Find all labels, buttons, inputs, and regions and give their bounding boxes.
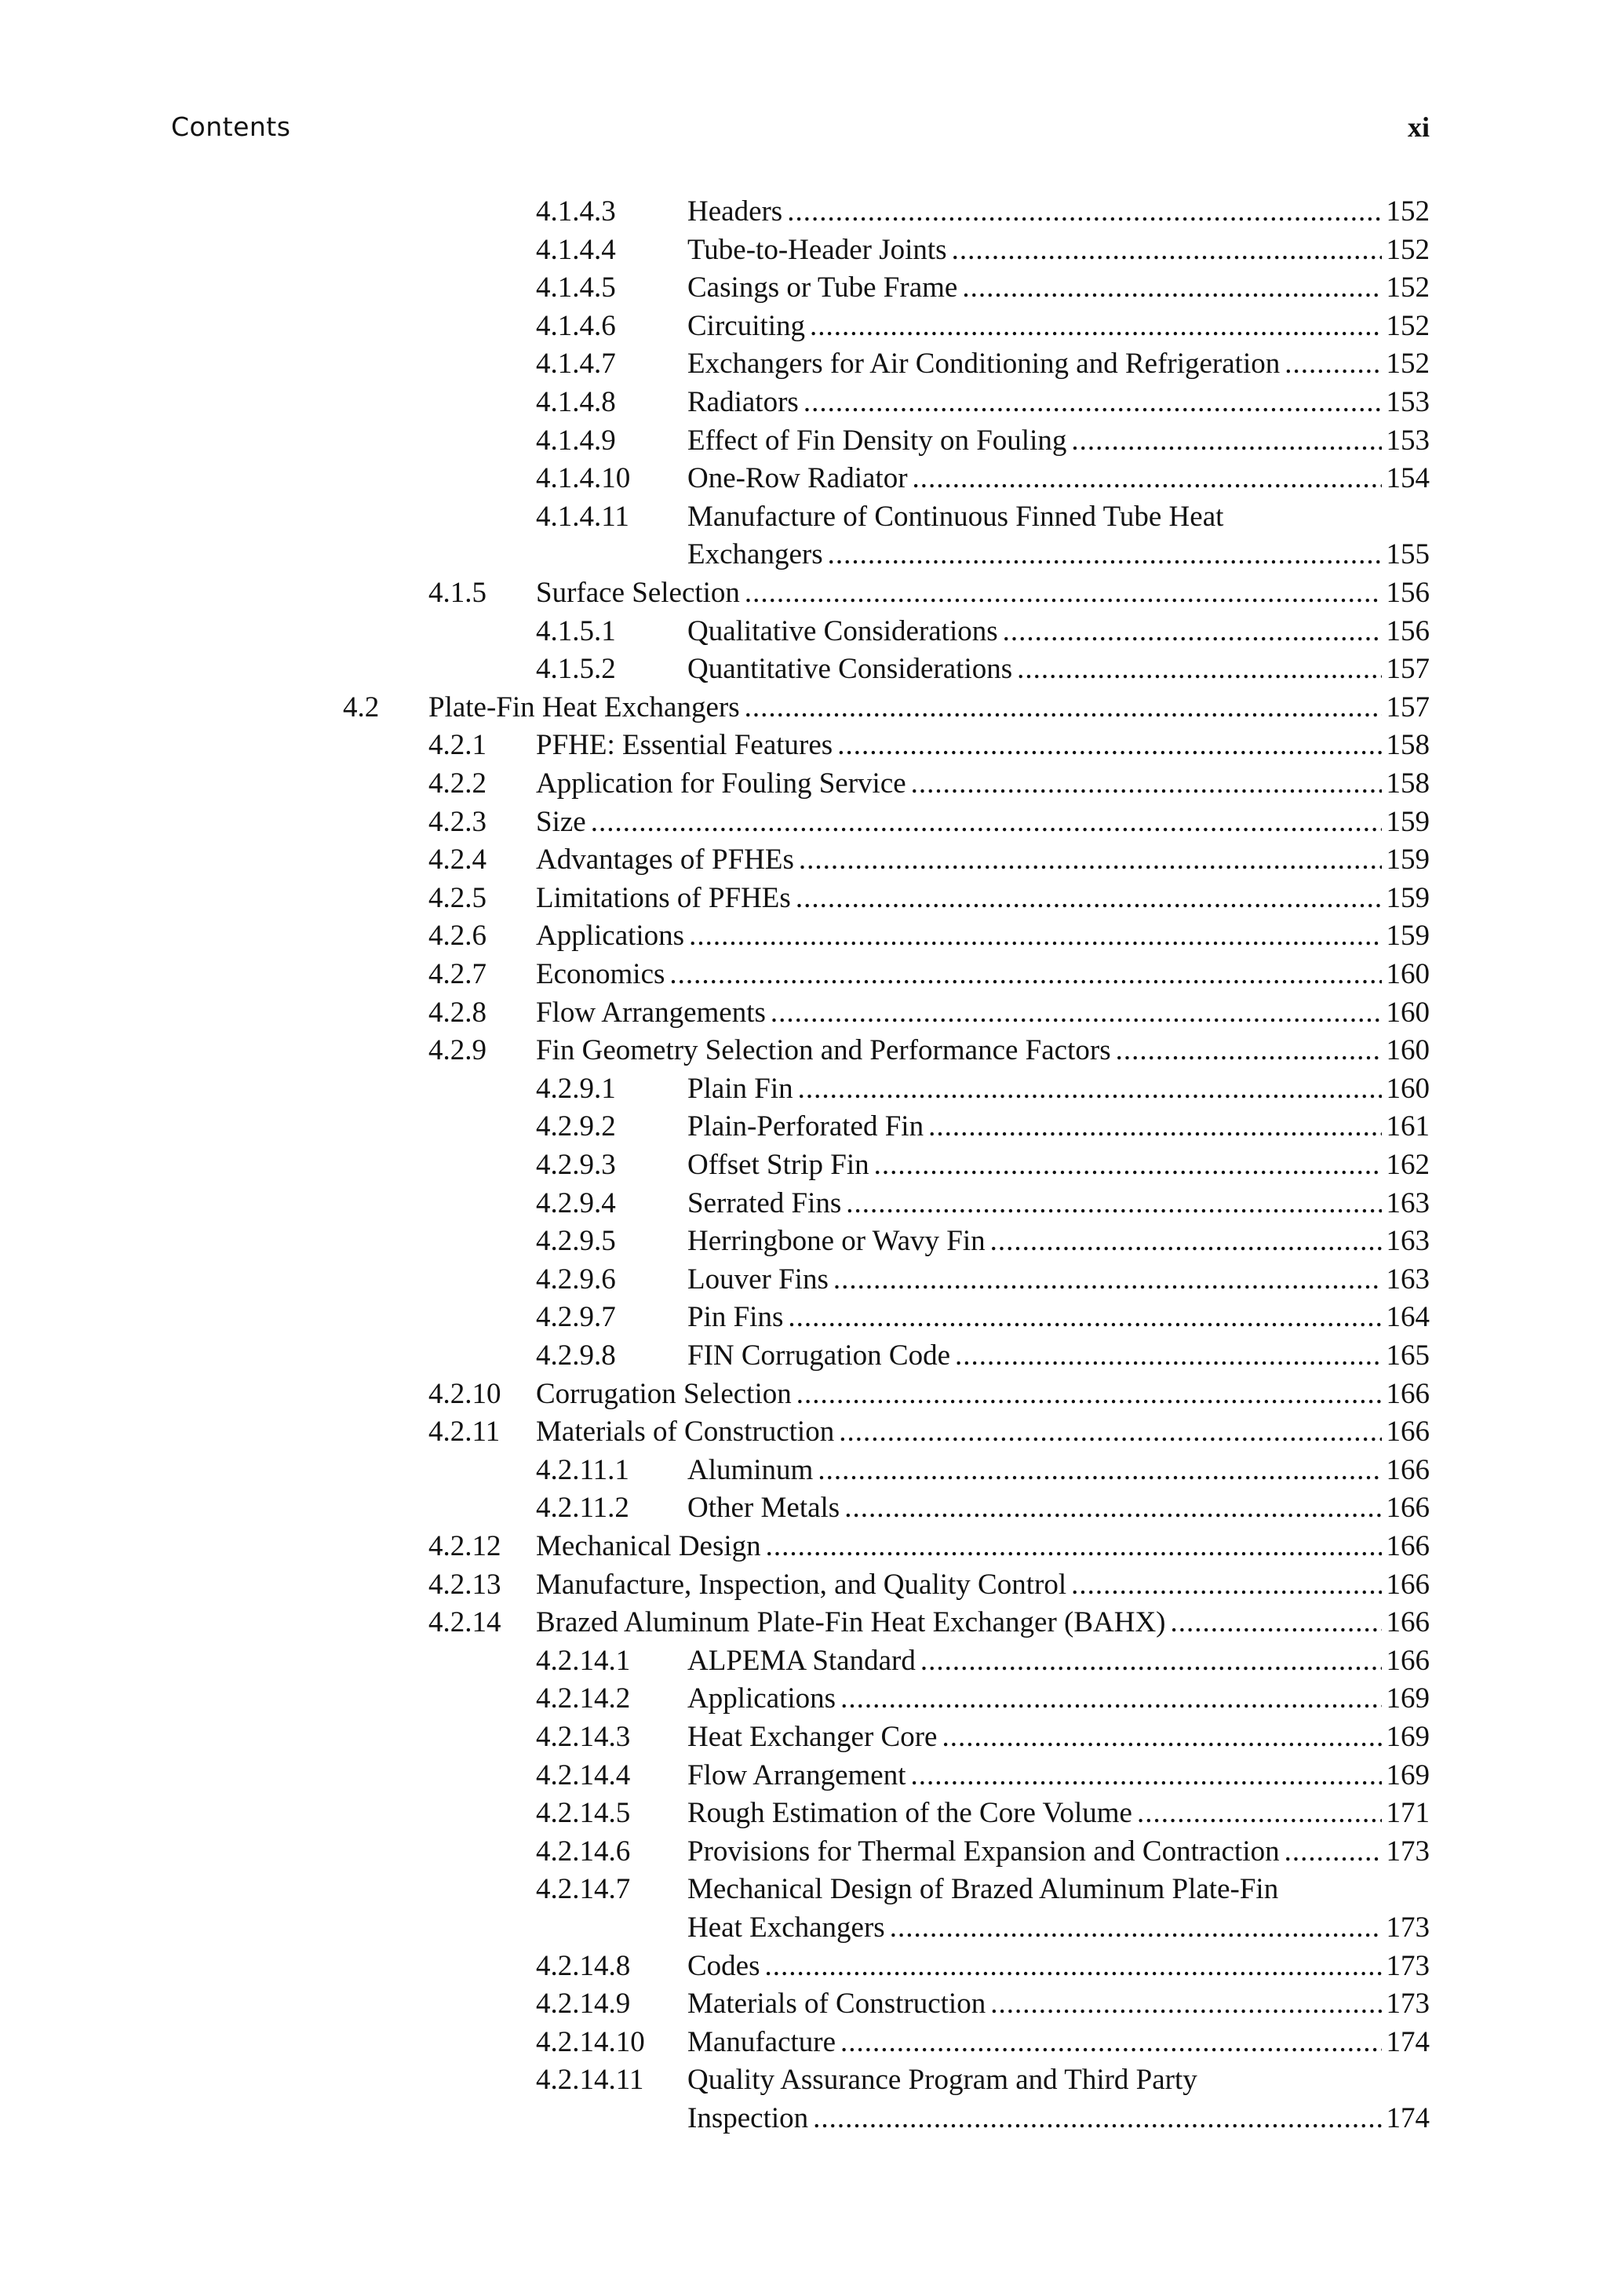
dot-leader: [846, 1185, 1381, 1223]
toc-entry-number: 4.2.11: [428, 1416, 501, 1449]
toc-entry-title: Aluminum: [687, 1453, 814, 1486]
toc-entry-page: 153: [1386, 386, 1430, 418]
toc-entry[interactable]: [0, 1985, 1607, 2024]
dot-leader: [833, 1261, 1382, 1299]
toc-entry-page: 152: [1386, 348, 1430, 381]
dot-leader: [874, 1146, 1382, 1185]
toc-entry-title: Plate-Fin Heat Exchangers: [428, 691, 740, 723]
toc-entry-number: 4.2.14.9: [536, 1988, 631, 2021]
toc-entry[interactable]: [0, 384, 1607, 422]
toc-entry-number: 4.2.9.2: [536, 1110, 616, 1143]
toc-entry-page: 160: [1386, 996, 1430, 1029]
dot-leader: [1071, 1566, 1381, 1605]
toc-entry-number: 4.1.4.6: [536, 309, 616, 342]
toc-entry[interactable]: [0, 727, 1607, 765]
dot-leader: [911, 765, 1382, 804]
dot-leader: [591, 804, 1382, 842]
toc-entry-title: Codes: [687, 1949, 760, 1982]
toc-entry[interactable]: [0, 1528, 1607, 1566]
dot-leader: [1285, 345, 1381, 384]
toc-entry-number: 4.2.8: [428, 996, 486, 1029]
toc-entry[interactable]: [0, 1833, 1607, 1871]
toc-entry-number: 4.1.4.10: [536, 462, 631, 495]
toc-entry-number: 4.2.9.1: [536, 1072, 616, 1105]
toc-entry-page: 169: [1386, 1721, 1430, 1753]
toc-entry[interactable]: [0, 1718, 1607, 1757]
toc-entry-title: Manufacture of Continuous Finned Tube Heat: [687, 500, 1224, 533]
toc-entry-page: 166: [1386, 1416, 1430, 1449]
toc-entry-number: 4.2.10: [428, 1377, 501, 1410]
dot-leader: [955, 1337, 1381, 1376]
toc-entry-title: Flow Arrangement: [687, 1758, 906, 1791]
dot-leader: [1171, 1604, 1382, 1642]
toc-entry-page: 165: [1386, 1339, 1430, 1372]
toc-entry-number: 4.2.14: [428, 1606, 501, 1639]
toc-entry[interactable]: [0, 765, 1607, 804]
toc-entry-page: 161: [1386, 1110, 1430, 1143]
toc-entry-number: 4.2.2: [428, 767, 486, 800]
dot-leader: [796, 880, 1382, 918]
toc-entry-title: Headers: [687, 195, 783, 228]
toc-entry-page: 163: [1386, 1225, 1430, 1258]
toc-entry[interactable]: [0, 1948, 1607, 1986]
toc-entry[interactable]: [0, 1489, 1607, 1528]
toc-entry-title: Exchangers for Air Conditioning and Refrigeration: [687, 348, 1281, 381]
toc-entry-page: 169: [1386, 1682, 1430, 1715]
toc-entry-title: Serrated Fins: [687, 1186, 842, 1219]
toc-entry-title: Materials of Construction: [536, 1416, 835, 1449]
toc-entry-page: 158: [1386, 729, 1430, 762]
dot-leader: [1285, 1833, 1382, 1871]
dot-leader: [952, 231, 1382, 270]
toc-entry-page: 160: [1386, 958, 1430, 990]
toc-entry[interactable]: [0, 345, 1607, 384]
dot-leader: [810, 308, 1381, 346]
dot-leader: [844, 1489, 1381, 1528]
dot-leader: [765, 1948, 1382, 1986]
toc-entry[interactable]: [0, 1642, 1607, 1681]
toc-entry-number: 4.2.7: [428, 958, 486, 990]
dot-leader: [942, 1718, 1381, 1757]
toc-entry-title: Corrugation Selection: [536, 1377, 792, 1410]
toc-entry-number: 4.2.9.4: [536, 1186, 616, 1219]
toc-entry-title: Size: [536, 805, 586, 838]
toc-entry-page: 166: [1386, 1492, 1430, 1525]
toc-entry-title: Qualitative Considerations: [687, 614, 998, 647]
toc-entry-title: Mechanical Design of Brazed Aluminum Plate-Fin: [687, 1873, 1279, 1906]
toc-entry-page: 153: [1386, 424, 1430, 457]
toc-entry-number: 4.2.12: [428, 1530, 501, 1562]
toc-entry[interactable]: [0, 193, 1607, 231]
toc-entry-page: 173: [1386, 1988, 1430, 2021]
toc-entry-page: 159: [1386, 881, 1430, 914]
dot-leader: [1003, 613, 1382, 651]
toc-entry-title: Louver Fins: [687, 1263, 829, 1296]
toc-entry-title: Herringbone or Wavy Fin: [687, 1225, 986, 1258]
toc-entry-title: Casings or Tube Frame: [687, 272, 958, 304]
toc-entry-number: 4.1.4.4: [536, 233, 616, 266]
dot-leader: [766, 1528, 1382, 1566]
toc-entry-title: Rough Estimation of the Core Volume: [687, 1797, 1132, 1830]
dot-leader: [890, 1909, 1382, 1948]
toc-entry-number: 4.2.9.8: [536, 1339, 616, 1372]
toc-entry-title: Quantitative Considerations: [687, 653, 1013, 686]
toc-entry-title: Application for Fouling Service: [536, 767, 906, 800]
toc-entry-number: 4.2.9.7: [536, 1301, 616, 1334]
toc-entry[interactable]: [0, 1108, 1607, 1146]
toc-entry[interactable]: [0, 841, 1607, 880]
toc-entry[interactable]: [0, 1337, 1607, 1376]
toc-entry[interactable]: [0, 269, 1607, 308]
toc-entry[interactable]: [0, 804, 1607, 842]
toc-entry-page: 173: [1386, 1949, 1430, 1982]
toc-entry[interactable]: [0, 1452, 1607, 1490]
toc-entry-number: 4.2.14.4: [536, 1758, 631, 1791]
toc-entry[interactable]: [0, 689, 1607, 727]
toc-entry-page: 156: [1386, 577, 1430, 609]
toc-entry[interactable]: [0, 1299, 1607, 1337]
toc-entry-number: 4.1.5: [428, 577, 486, 609]
dot-leader: [840, 2024, 1381, 2062]
toc-entry-page: 166: [1386, 1606, 1430, 1639]
toc-entry-number: 4.1.4.11: [536, 500, 629, 533]
toc-entry-page: 152: [1386, 272, 1430, 304]
toc-entry-title: Limitations of PFHEs: [536, 881, 791, 914]
toc-entry-number: 4.1.4.7: [536, 348, 616, 381]
toc-entry-title: Advantages of PFHEs: [536, 844, 794, 876]
toc-entry-number: 4.2.4: [428, 844, 486, 876]
toc-entry[interactable]: [0, 1223, 1607, 1261]
dot-leader: [839, 1413, 1381, 1452]
toc-entry[interactable]: [0, 1871, 1607, 1909]
toc-entry-page: 159: [1386, 844, 1430, 876]
toc-entry-page: 174: [1386, 2025, 1430, 2058]
toc-entry-number: 4.2.11.1: [536, 1453, 629, 1486]
toc-entry-title: Offset Strip Fin: [687, 1149, 869, 1181]
toc-entry-number: 4.1.4.3: [536, 195, 616, 228]
toc-entry-page: 152: [1386, 233, 1430, 266]
toc-entry[interactable]: [0, 422, 1607, 461]
dot-leader: [804, 384, 1382, 422]
toc-entry[interactable]: [0, 880, 1607, 918]
dot-leader: [910, 1757, 1381, 1795]
dot-leader: [990, 1985, 1381, 2024]
toc-entry-title: Surface Selection: [536, 577, 740, 609]
toc-entry-number: 4.2.3: [428, 805, 486, 838]
toc-entry-number: 4.2.14.8: [536, 1949, 631, 1982]
toc-entry-page: 166: [1386, 1530, 1430, 1562]
toc-entry-title: Circuiting: [687, 309, 806, 342]
dot-leader: [788, 1299, 1381, 1337]
toc-entry-title: Effect of Fin Density on Fouling: [687, 424, 1067, 457]
toc-entry-page: 160: [1386, 1072, 1430, 1105]
toc-entry-title-continued: Inspection: [687, 2102, 809, 2134]
toc-entry[interactable]: [0, 1795, 1607, 1833]
toc-entry-number: 4.2.9.6: [536, 1263, 616, 1296]
toc-entry-page: 166: [1386, 1568, 1430, 1601]
toc-entry-number: 4.2.9: [428, 1034, 486, 1067]
toc-entry-title: Provisions for Thermal Expansion and Contraction: [687, 1835, 1280, 1868]
toc-entry-page: 155: [1386, 538, 1430, 571]
dot-leader: [799, 841, 1382, 880]
toc-entry-title: Brazed Aluminum Plate-Fin Heat Exchanger (BAHX): [536, 1606, 1166, 1639]
dot-leader: [1071, 422, 1381, 461]
toc-entry-page: 157: [1386, 691, 1430, 723]
dot-leader: [1116, 1032, 1382, 1070]
toc-entry-title: Applications: [536, 920, 685, 953]
toc-entry-title: Tube-to-Header Joints: [687, 233, 947, 266]
toc-entry-number: 4.1.5.1: [536, 614, 616, 647]
toc-entry-page: 160: [1386, 1034, 1430, 1067]
dot-leader: [796, 1376, 1382, 1414]
toc-entry-title: Materials of Construction: [687, 1988, 986, 2021]
dot-leader: [771, 994, 1382, 1033]
toc-entry-page: 163: [1386, 1186, 1430, 1219]
dot-leader: [840, 1680, 1381, 1718]
toc-entry-number: 4.1.4.5: [536, 272, 616, 304]
dot-leader: [962, 269, 1381, 308]
toc-entry-title: Other Metals: [687, 1492, 840, 1525]
toc-entry-number: 4.2.14.7: [536, 1873, 631, 1906]
toc-entry-title: Economics: [536, 958, 665, 990]
toc-entry[interactable]: [0, 1185, 1607, 1223]
toc-entry[interactable]: [0, 1261, 1607, 1299]
dot-leader: [669, 956, 1381, 994]
toc-entry-continuation[interactable]: [0, 536, 1607, 574]
toc-entry[interactable]: [0, 651, 1607, 689]
toc-entry-continuation[interactable]: [0, 1909, 1607, 1948]
toc-entry-number: 4.2.14.11: [536, 2064, 644, 2097]
toc-entry-title: FIN Corrugation Code: [687, 1339, 951, 1372]
toc-entry[interactable]: [0, 1376, 1607, 1414]
toc-entry[interactable]: [0, 1757, 1607, 1795]
toc-entry-continuation[interactable]: [0, 2100, 1607, 2138]
toc-entry-title: Mechanical Design: [536, 1530, 761, 1562]
toc-entry[interactable]: [0, 917, 1607, 956]
toc-entry-page: 152: [1386, 195, 1430, 228]
toc-entry-number: 4.2.14.1: [536, 1644, 631, 1677]
toc-entry-page: 162: [1386, 1149, 1430, 1181]
toc-entry-page: 163: [1386, 1263, 1430, 1296]
dot-leader: [1017, 651, 1381, 689]
toc-entry-page: 173: [1386, 1835, 1430, 1868]
toc-entry-page: 166: [1386, 1453, 1430, 1486]
toc-entry-page: 158: [1386, 767, 1430, 800]
toc-entry[interactable]: [0, 1413, 1607, 1452]
dot-leader: [813, 2100, 1381, 2138]
toc-entry-title: Fin Geometry Selection and Performance Factors: [536, 1034, 1111, 1067]
toc-entry[interactable]: [0, 1146, 1607, 1185]
dot-leader: [837, 727, 1381, 765]
toc-entry-title: Manufacture, Inspection, and Quality Control: [536, 1568, 1067, 1601]
toc-entry-title: Heat Exchanger Core: [687, 1721, 938, 1753]
dot-leader: [787, 193, 1381, 231]
toc-entry[interactable]: [0, 956, 1607, 994]
toc-entry[interactable]: [0, 1680, 1607, 1718]
toc-entry[interactable]: [0, 231, 1607, 270]
toc-entry-number: 4.2.14.6: [536, 1835, 631, 1868]
dot-leader: [1137, 1795, 1382, 1833]
toc-entry-page: 166: [1386, 1377, 1430, 1410]
dot-leader: [913, 460, 1382, 498]
toc-entry-page: 174: [1386, 2102, 1430, 2134]
toc-entry-title: Manufacture: [687, 2025, 836, 2058]
toc-entry-number: 4.2.13: [428, 1568, 501, 1601]
dot-leader: [798, 1070, 1382, 1109]
toc-entry[interactable]: [0, 994, 1607, 1033]
toc-entry[interactable]: [0, 2024, 1607, 2062]
toc-entry-page: 164: [1386, 1301, 1430, 1334]
toc-entry-number: 4.1.4.9: [536, 424, 616, 457]
toc-entry-title: Quality Assurance Program and Third Party: [687, 2064, 1197, 2097]
toc-entry[interactable]: [0, 460, 1607, 498]
toc-entry-page: 169: [1386, 1758, 1430, 1791]
toc-entry-number: 4.2.6: [428, 920, 486, 953]
toc-entry-number: 4.2: [343, 691, 380, 723]
toc-entry-number: 4.2.14.10: [536, 2025, 645, 2058]
toc-entry-number: 4.2.11.2: [536, 1492, 629, 1525]
toc-entry-number: 4.2.9.5: [536, 1225, 616, 1258]
toc-entry-page: 156: [1386, 614, 1430, 647]
toc-entry-page: 152: [1386, 309, 1430, 342]
toc-entry-number: 4.1.5.2: [536, 653, 616, 686]
toc-entry-title: ALPEMA Standard: [687, 1644, 916, 1677]
toc-entry-page: 173: [1386, 1912, 1430, 1944]
toc-entry-title: Plain-Perforated Fin: [687, 1110, 924, 1143]
toc-entry[interactable]: [0, 574, 1607, 613]
dot-leader: [818, 1452, 1381, 1490]
running-head-title: Contents: [171, 111, 291, 142]
toc-entry-title: Radiators: [687, 386, 799, 418]
dot-leader: [745, 574, 1382, 613]
toc-entry-number: 4.2.14.2: [536, 1682, 631, 1715]
toc-entry-title: Plain Fin: [687, 1072, 793, 1105]
toc-entry-page: 154: [1386, 462, 1430, 495]
toc-entry-title: One-Row Radiator: [687, 462, 908, 495]
toc-entry-number: 4.2.14.3: [536, 1721, 631, 1753]
dot-leader: [990, 1223, 1382, 1261]
toc-entry-page: 159: [1386, 805, 1430, 838]
dot-leader: [689, 917, 1381, 956]
toc-entry[interactable]: [0, 1604, 1607, 1642]
toc-entry[interactable]: [0, 1566, 1607, 1605]
page-number-roman: xi: [1407, 111, 1430, 143]
dot-leader: [745, 689, 1382, 727]
toc-entry-number: 4.2.1: [428, 729, 486, 762]
toc-entry-title-continued: Exchangers: [687, 538, 823, 571]
toc-entry-number: 4.1.4.8: [536, 386, 616, 418]
toc-entry[interactable]: [0, 1070, 1607, 1109]
toc-entry-title: Pin Fins: [687, 1301, 784, 1334]
toc-entry[interactable]: [0, 308, 1607, 346]
toc-entry-page: 171: [1386, 1797, 1430, 1830]
toc-entry-page: 157: [1386, 653, 1430, 686]
toc-entry-number: 4.2.9.3: [536, 1149, 616, 1181]
toc-entry[interactable]: [0, 2061, 1607, 2100]
toc-entry[interactable]: [0, 498, 1607, 537]
dot-leader: [828, 536, 1382, 574]
dot-leader: [928, 1108, 1381, 1146]
toc-entry-page: 159: [1386, 920, 1430, 953]
toc-entry-page: 166: [1386, 1644, 1430, 1677]
toc-entry-number: 4.2.5: [428, 881, 486, 914]
toc-entry-title: Flow Arrangements: [536, 996, 766, 1029]
toc-entry-title: PFHE: Essential Features: [536, 729, 833, 762]
toc-entry-title-continued: Heat Exchangers: [687, 1912, 885, 1944]
toc-entry-number: 4.2.14.5: [536, 1797, 631, 1830]
dot-leader: [920, 1642, 1382, 1681]
toc-entry[interactable]: [0, 613, 1607, 651]
toc-entry-title: Applications: [687, 1682, 836, 1715]
toc-entry[interactable]: [0, 1032, 1607, 1070]
